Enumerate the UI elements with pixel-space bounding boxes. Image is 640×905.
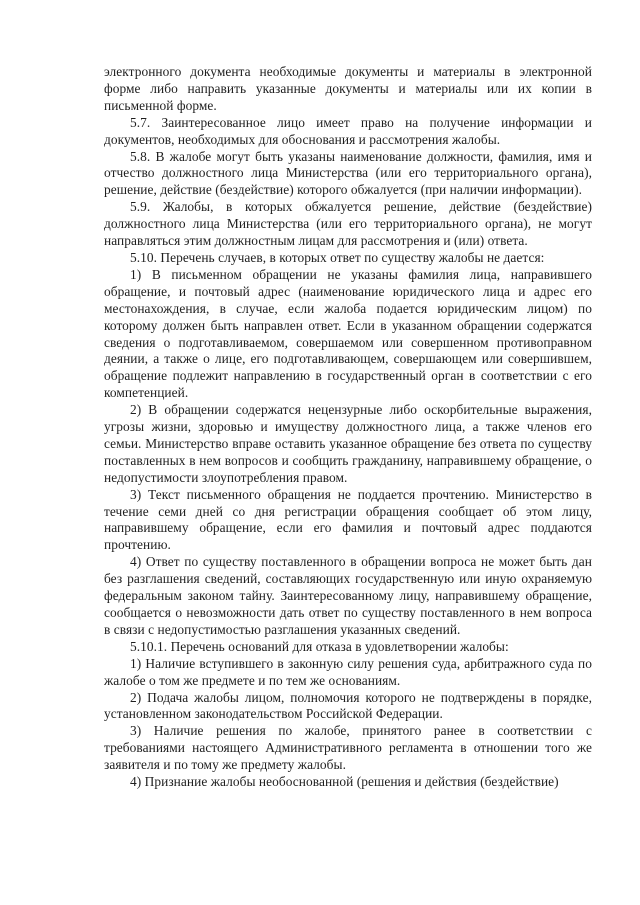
list-item-5-10-3: 3) Текст письменного обращения не поддается прочтению. Министерство в течение семи дней со дня регистрации обращения сообщает об этом лицу, направившему обращение, если его фамилия и почтовый адрес поддаются прочтению. (104, 486, 592, 553)
paragraph-continuation: электронного документа необходимые документы и материалы в электронной форме либо направить указанные документы и материалы или их копии в письменной форме. (104, 64, 592, 113)
paragraph-5-7: 5.7. Заинтересованное лицо имеет право на получение информации и документов, необходимых для обоснования и рассмотрения жалобы. (104, 114, 592, 147)
list-item-5-10-4: 4) Ответ по существу поставленного в обращении вопроса не может быть дан без разглашения сведений, составляющих государственную или иную охраняемую федеральным законом тайну. Заинтересованному лицу, направившему обращение, сообщается о невозможности дать ответ по существу поставленного в нем вопроса в связи с недопустимостью разглашения указанных сведений. (104, 554, 592, 637)
list-item-5-10-1-4: 4) Признание жалобы необоснованной (решения и действия (бездействие) (130, 774, 559, 790)
list-item-5-10-1-3: 3) Наличие решения по жалобе, принятого ранее в соответствии с требованиями настоящего Административного регламента в отношении того же заявителя и по тому же предмету жалобы. (104, 723, 592, 773)
list-item-5-10-1: 1) В письменном обращении не указаны фамилия лица, направившего обращение, и почтовый адрес (наименование юридического лица и адрес его местонахождения, в случае, если жалоба подается юридическим лицом) по которому должен быть направлен ответ. Если в указанном обращении содержатся сведения о подготавливаемом, совершаемом или совершенном противоправном деянии, а также о лице, его подготавливающем, совершающем или совершившем, обращение подлежит направлению в государственный орган в соответствии с его компетенцией. (104, 266, 592, 401)
paragraph-5-9: 5.9. Жалобы, в которых обжалуется решение, действие (бездействие) должностного лица Министерства (или его территориального органа), не могут направляться этим должностным лицам для рассмотрения и (или) ответа. (104, 199, 592, 249)
list-item-5-10-1-1: 1) Наличие вступившего в законную силу решения суда, арбитражного суда по жалобе о том же предмете и по тем же основаниям. (104, 655, 592, 688)
paragraph-5-8: 5.8. В жалобе могут быть указаны наименование должности, фамилия, имя и отчество должностного лица Министерства (или его территориального органа), решение, действие (бездействие) которого обжалуется (при наличии информации). (104, 148, 592, 198)
document-page (104, 64, 592, 791)
list-item-5-10-2: 2) В обращении содержатся нецензурные либо оскорбительные выражения, угрозы жизни, здоровью и имуществу должностного лица, а также членов его семьи. Министерство вправе оставить указанное обращение без ответа по существу поставленных в нем вопросов и сообщить гражданину, направившему обращение, о недопустимости злоупотребления правом. (104, 402, 592, 485)
paragraph-5-10-1: 5.10.1. Перечень оснований для отказа в удовлетворении жалобы: (130, 638, 509, 654)
list-item-5-10-1-2: 2) Подача жалобы лицом, полномочия которого не подтверждены в порядке, установленном законодательством Российской Федерации. (104, 689, 592, 722)
paragraph-5-10: 5.10. Перечень случаев, в которых ответ по существу жалобы не дается: (130, 249, 545, 265)
